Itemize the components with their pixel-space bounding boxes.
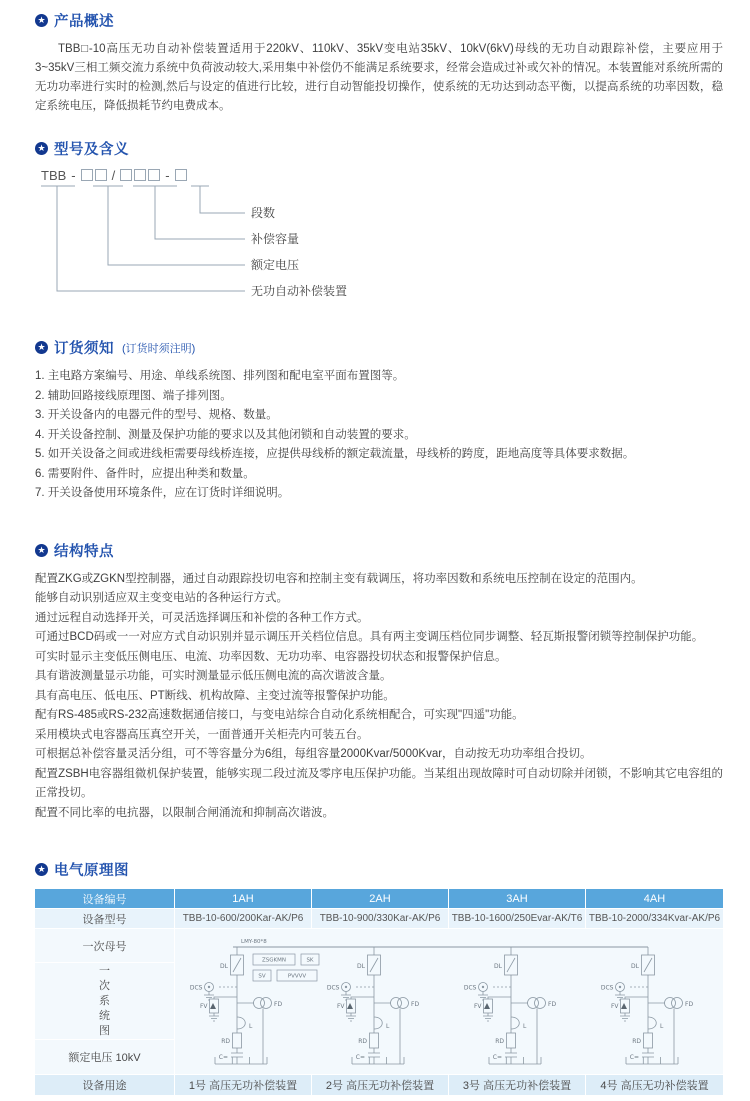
formula-dash: -	[165, 167, 170, 183]
usage-cell: 3号 高压无功补偿装置	[449, 1075, 586, 1095]
star-icon: ★	[35, 341, 48, 354]
formula-box	[81, 169, 93, 181]
ordering-item: 4. 开关设备控制、测量及保护功能的要求以及其他闭锁和自动装置的要求。	[35, 428, 416, 441]
model-cell: TBB-10-2000/334Kvar-AK/P6	[588, 913, 721, 924]
model-row-label: 设备型号	[35, 909, 175, 928]
ordering-subtitle: (订货时须注明)	[122, 342, 196, 355]
formula-dash: -	[71, 167, 76, 183]
feature-item: 可通过BCD码或一一对应方式自动识别并显示调压开关档位信息。具有两主变调压档位同步调整、轻瓦斯报警闭锁等控制保护功能。	[35, 631, 704, 643]
usage-cell: 4号 高压无功补偿装置	[600, 1080, 709, 1092]
ordering-list	[35, 367, 723, 504]
feature-item: 具有高电压、低电压、PT断线、机构故障、主变过流等报警保护功能。	[35, 689, 395, 702]
model-cell: TBB-10-1600/250Evar-AK/T6	[449, 909, 586, 928]
header-cell-2ah: 2AH	[312, 889, 449, 908]
controller-label-2: SK	[306, 957, 314, 964]
label-capacity: 补偿容量	[251, 232, 300, 246]
feature-item: 可实时显示主变低压侧电压、电流、功率因数、无功功率、电容器投切状态和报警保护信息。	[35, 650, 507, 663]
formula-box	[134, 169, 146, 181]
label-voltage: 额定电压	[251, 258, 300, 272]
feature-item: 通过远程自动选择开关，可灵活选择调压和补偿的各种工作方式。	[35, 611, 369, 624]
model-prefix: TBB	[41, 167, 67, 183]
formula-box	[148, 169, 160, 181]
controller-label-3: SV	[258, 973, 266, 980]
model-formula	[35, 167, 723, 183]
model-row	[35, 908, 723, 928]
ordering-item: 2. 辅助回路接线原理图、端子排列图。	[35, 389, 232, 402]
segment-box	[175, 169, 187, 181]
feature-list	[35, 570, 723, 824]
ordering-item: 5. 如开关设备之间或进线柜需要母线桥连接，应提供母线桥的额定载流量，母线桥的跨度，距地高度等具体要求数据。	[35, 448, 635, 460]
section-title-model: 型号及含义	[54, 142, 129, 158]
formula-box	[120, 169, 132, 181]
label-device: 无功自动补偿装置	[251, 284, 348, 298]
section-ordering	[35, 337, 723, 504]
usage-row-label: 设备用途	[35, 1075, 175, 1095]
ordering-item: 1. 主电路方案编号、用途、单线系统图、排列图和配电室平面布置图等。	[35, 370, 405, 382]
feature-item: 配置ZSBH电容器组微机保护装置，能够实现二段过流及零序电压保护功能。当某组出现故障时可自动切除并闭锁，不影响其它电容组的正常投切。	[35, 767, 723, 799]
capacity-boxes	[120, 169, 160, 181]
usage-cell: 2号 高压无功补偿装置	[312, 1075, 449, 1095]
model-connector-lines	[35, 185, 465, 317]
controller-label-1: ZSGKMN	[262, 957, 286, 964]
one-line-diagram-svg	[175, 929, 723, 1071]
voltage-boxes	[81, 169, 107, 181]
model-designation-diagram	[35, 167, 723, 317]
voltage-row-label: 额定电压 10kV	[68, 1052, 141, 1064]
section-title-features: 结构特点	[54, 543, 114, 560]
formula-box	[175, 169, 187, 181]
table-header-row	[35, 889, 723, 908]
section-model	[35, 138, 723, 317]
feature-item: 配有RS-485或RS-232高速数据通信接口，与变电站综合自动化系统相配合，可实现"四遥"功能。	[35, 709, 524, 721]
model-cell: TBB-10-600/200Kar-AK/P6	[175, 909, 312, 928]
ordering-item: 6. 需要附件、备件时，应提出种类和数量。	[35, 467, 255, 480]
diagram-row-label: 一次系统图	[35, 963, 174, 1040]
star-icon: ★	[35, 863, 48, 876]
usage-cell: 1号 高压无功补偿装置	[175, 1075, 312, 1095]
model-cell: TBB-10-900/330Kar-AK/P6	[312, 909, 449, 928]
section-schematic	[35, 859, 723, 1095]
feature-item: 配置不同比率的电抗器，以限制合闸涌流和抑制高次谐波。	[35, 806, 334, 819]
header-cell-3ah: 3AH	[449, 889, 586, 908]
bus-note: LMY-80*8	[241, 939, 267, 945]
usage-row	[35, 1074, 723, 1095]
schematic-row	[35, 928, 723, 1074]
section-overview	[35, 10, 723, 116]
controller-label-4: PVVVV	[287, 973, 307, 980]
feature-item: 能够自动识别适应双主变变电站的各种运行方式。	[35, 592, 288, 604]
ordering-item: 3. 开关设备内的电器元件的型号、规格、数量。	[35, 409, 278, 421]
formula-box	[95, 169, 107, 181]
ordering-header	[35, 337, 723, 358]
schematic-header	[35, 859, 723, 880]
schematic-table	[35, 889, 723, 1095]
star-icon: ★	[35, 14, 48, 27]
schematic-row-labels	[35, 929, 175, 1074]
star-icon: ★	[35, 544, 48, 557]
feature-item: 配置ZKG或ZGKN型控制器，通过自动跟踪投切电容和控制主变有载调压，将功率因数和系统电压控制在设定的范围内。	[35, 572, 643, 585]
feature-item: 采用模块式电容器高压真空开关，一面普通开关柜壳内可装五台。	[35, 728, 369, 741]
bus-row-label: 一次母号	[35, 929, 174, 963]
header-cell-device-no: 设备编号	[35, 889, 175, 908]
star-icon: ★	[35, 142, 48, 155]
section-title-ordering: 订货须知	[54, 341, 114, 357]
header-cell-4ah: 4AH	[643, 892, 666, 905]
ordering-item: 7. 开关设备使用环境条件，应在订货时详细说明。	[35, 487, 290, 499]
section-title-overview: 产品概述	[54, 14, 114, 30]
overview-header	[35, 10, 723, 31]
label-segments: 段数	[251, 206, 276, 220]
formula-slash: /	[111, 167, 116, 183]
one-line-diagram	[175, 929, 723, 1074]
feature-item: 可根据总补偿容量灵活分组，可不等容量分为6组，每组容量2000Kvar/5000Kvar，自动按无功功率组合投切。	[35, 748, 592, 760]
header-cell-1ah: 1AH	[175, 889, 312, 908]
model-header	[35, 138, 723, 159]
section-title-schematic: 电气原理图	[54, 863, 129, 879]
feature-item: 具有谐波测量显示功能，可实时测量显示低压侧电流的高次谐波含量。	[35, 670, 392, 682]
features-header	[35, 540, 723, 561]
section-features	[35, 540, 723, 824]
overview-paragraph: TBB□-10高压无功自动补偿装置适用于220kV、110kV、35kV变电站35kV、10kV(6kV)母线的无功自动跟踪补偿，主要应用于3~35kV三相工频交流力系统中负荷波动较大,采用集中补偿仍不能满足系统要求，经常会造成过补或欠补的情况。本装置能对系统所需的无功功率进行实时的检测,然后与设定的值进行比较，进行自动智能投切操作，使系统的无功达到动态平衡，以提高系统的功率因数，稳定系统电压，降低损耗节约电费成本。	[35, 43, 723, 112]
